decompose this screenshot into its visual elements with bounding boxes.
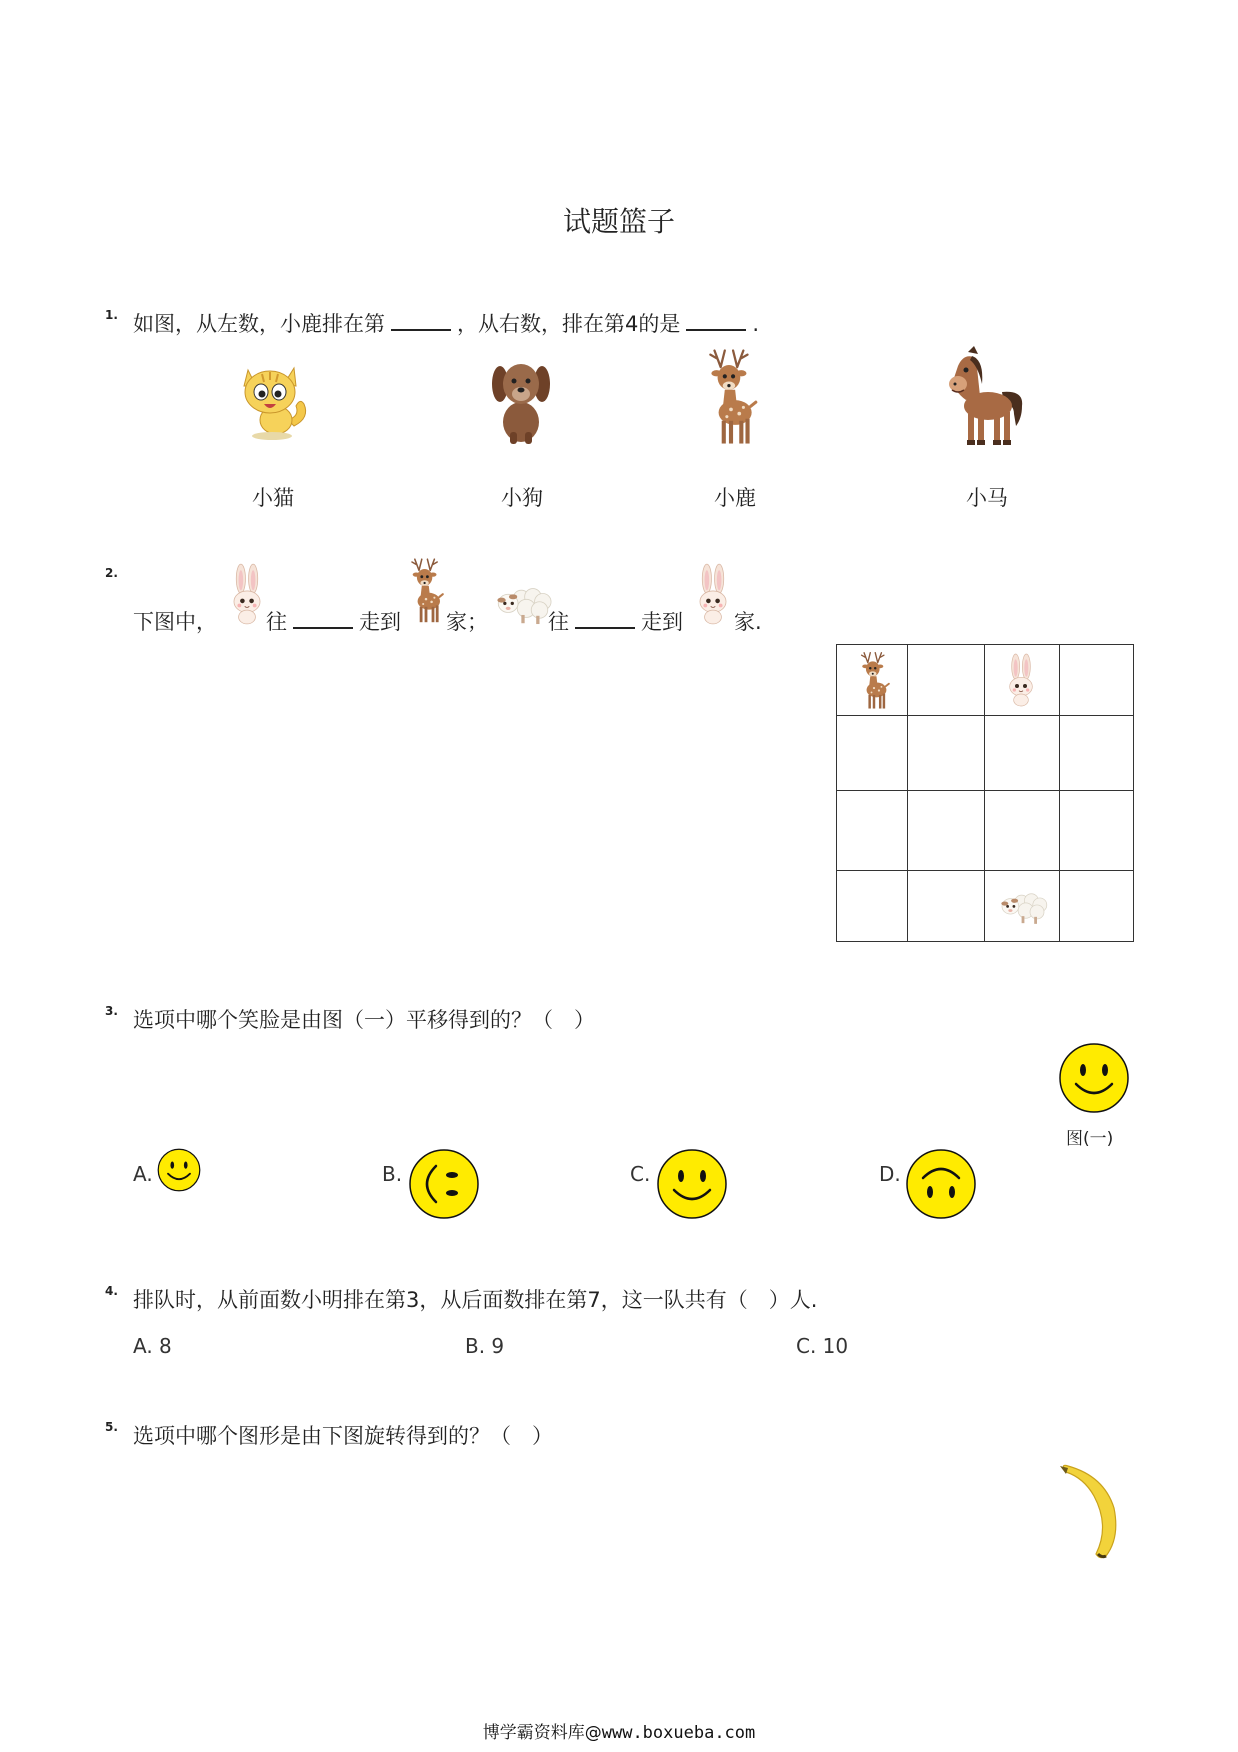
deer-image	[700, 344, 762, 448]
animal-label-dog: 小狗	[501, 486, 543, 510]
sheep-icon	[490, 580, 556, 626]
q2-text-part-f: 走到	[641, 610, 683, 634]
q1-text-part-c: .	[752, 312, 760, 336]
question-number-3: 3.	[105, 1004, 118, 1018]
grid-line	[837, 790, 1133, 791]
answer-blank[interactable]	[686, 311, 746, 331]
footer	[0, 1718, 1238, 1743]
dog-image	[486, 356, 556, 446]
position-grid	[836, 644, 1134, 942]
grid-rabbit-icon	[1001, 649, 1041, 711]
grid-line	[837, 715, 1133, 716]
animal-label-deer: 小鹿	[714, 486, 756, 510]
q2-text-part-d: 家；	[446, 610, 488, 634]
smiley-option-d[interactable]	[905, 1148, 977, 1220]
answer-blank[interactable]	[293, 609, 353, 629]
question-number-4: 4.	[105, 1284, 118, 1298]
grid-line	[1059, 645, 1060, 941]
q3-option-b-label[interactable]: B.	[382, 1162, 403, 1186]
rabbit-icon	[224, 556, 270, 632]
q2-line-2	[548, 606, 683, 636]
rabbit-icon	[690, 556, 736, 632]
question-number-5: 5.	[105, 1420, 118, 1434]
smiley-figure-1	[1058, 1042, 1130, 1114]
q2-text-part-c: 走到	[359, 610, 401, 634]
footer-url[interactable]: www.boxueba.com	[601, 1723, 756, 1743]
q3-option-d-label[interactable]: D.	[879, 1162, 901, 1186]
answer-blank[interactable]	[575, 609, 635, 629]
banana-image	[1058, 1462, 1120, 1560]
smiley-option-a[interactable]	[157, 1148, 201, 1192]
grid-line	[837, 870, 1133, 871]
answer-blank[interactable]	[391, 311, 451, 331]
q2-line	[266, 606, 401, 636]
q2-text-part-a: 下图中，	[133, 610, 217, 634]
q4-option-a[interactable]: A. 8	[133, 1334, 172, 1358]
q1-text-part-a: 如图，从左数，小鹿排在第	[133, 312, 385, 336]
question-number-1: 1.	[105, 308, 118, 322]
q1-text-part-b: ，从右数，排在第4的是	[457, 312, 681, 336]
q2-text-part-g: 家.	[734, 610, 762, 634]
page-title: 试题篮子	[562, 205, 675, 238]
animal-label-horse: 小马	[966, 486, 1008, 510]
cat-image	[232, 356, 312, 442]
figure-1-label: 图(一)	[1066, 1129, 1114, 1149]
smiley-option-b[interactable]	[408, 1148, 480, 1220]
question-1-text	[133, 308, 759, 338]
q3-option-a-label[interactable]: A.	[133, 1162, 153, 1186]
smiley-option-c[interactable]	[656, 1148, 728, 1220]
grid-deer-icon	[855, 649, 893, 711]
grid-sheep-icon	[995, 885, 1051, 927]
question-5-text: 选项中哪个图形是由下图旋转得到的？（ ）	[133, 1424, 553, 1448]
question-4-text: 排队时，从前面数小明排在第3，从后面数排在第7，这一队共有（ ）人.	[133, 1288, 818, 1312]
grid-line	[984, 645, 985, 941]
question-3-text: 选项中哪个笑脸是由图（一）平移得到的？（ ）	[133, 1008, 595, 1032]
horse-image	[940, 344, 1028, 448]
q2-text-part-b: 往	[266, 610, 287, 634]
animal-label-cat: 小猫	[252, 486, 294, 510]
question-number-2: 2.	[105, 566, 118, 580]
q2-text-part-e: 往	[548, 610, 569, 634]
deer-icon	[405, 552, 447, 628]
footer-site-name: 博学霸资料库@	[482, 1723, 602, 1743]
q4-option-c[interactable]: C. 10	[796, 1334, 849, 1358]
grid-line	[907, 645, 908, 941]
q4-option-b[interactable]: B. 9	[465, 1334, 505, 1358]
q3-option-c-label[interactable]: C.	[630, 1162, 651, 1186]
